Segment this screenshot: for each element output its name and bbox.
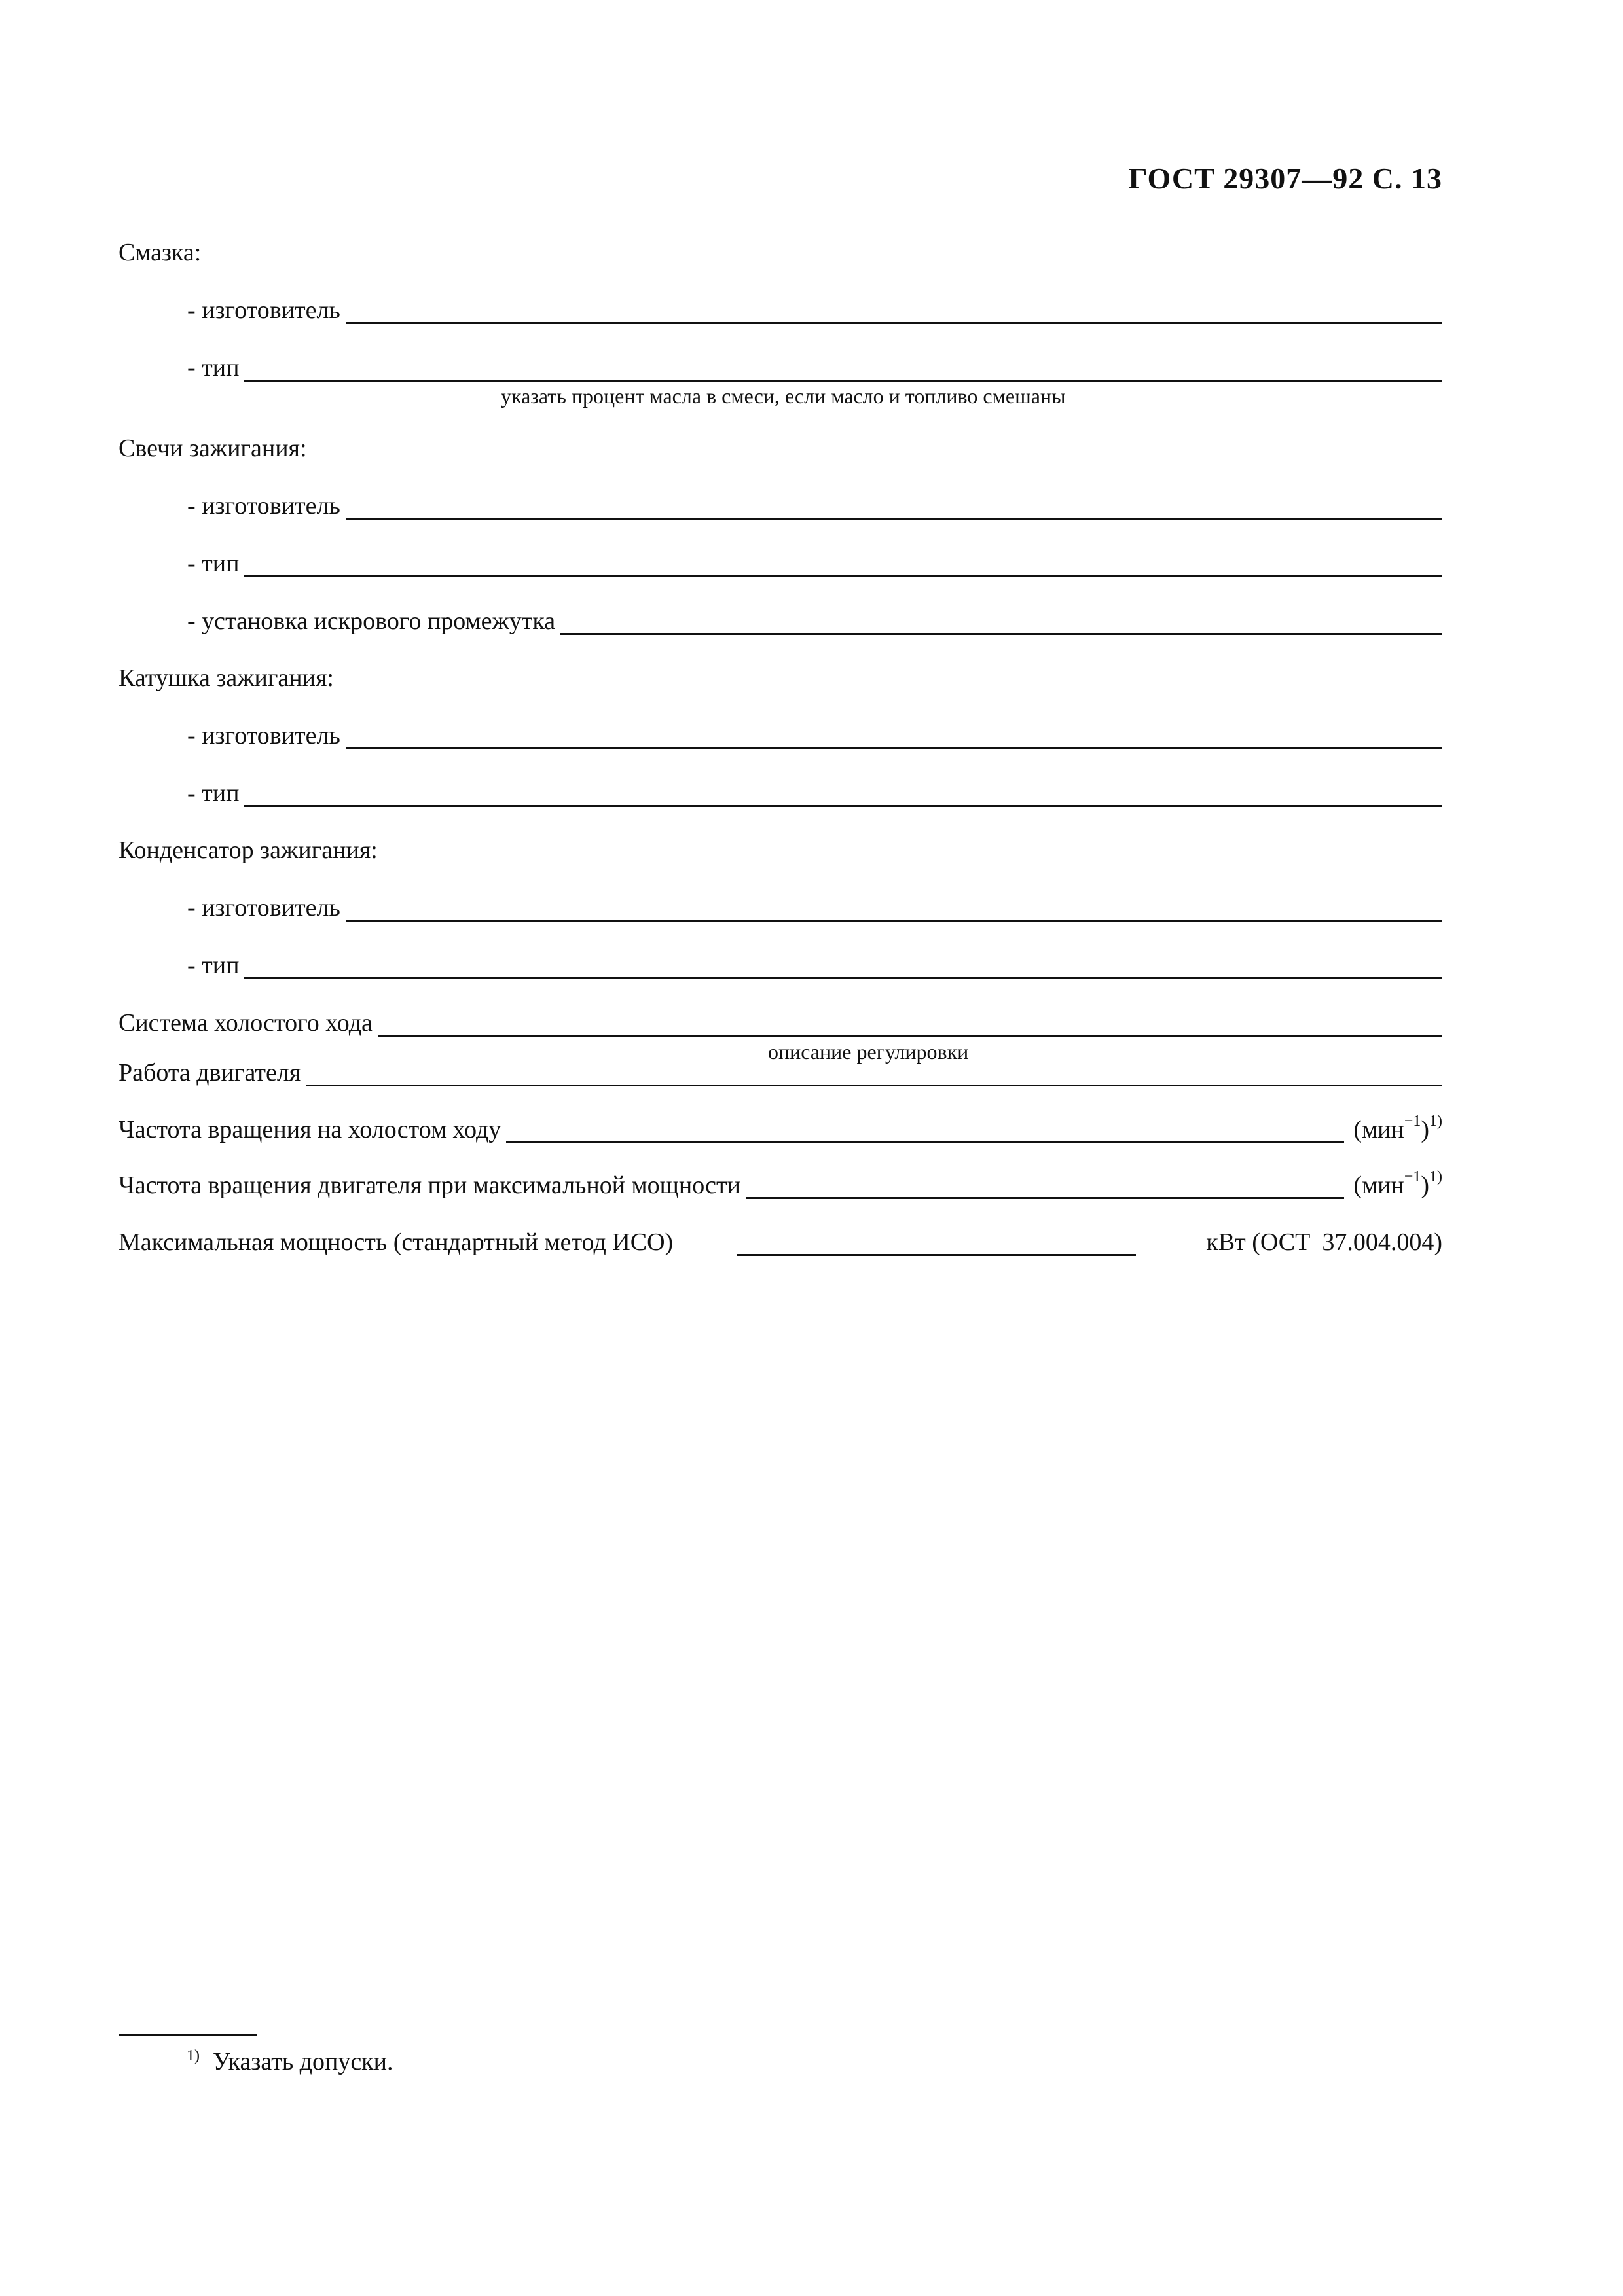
footnote-mark: 1): [187, 2047, 200, 2064]
field-label: Работа двигателя: [119, 1059, 301, 1086]
field-label: Максимальная мощность (стандартный метод ИСО): [119, 1229, 674, 1256]
fill-line[interactable]: [306, 1084, 1442, 1086]
ignition-coil-title: Катушка зажигания:: [119, 664, 334, 692]
fill-line[interactable]: [506, 1141, 1344, 1143]
footnote-ref[interactable]: 1): [1429, 1168, 1442, 1186]
ignition-coil-type-field[interactable]: [187, 781, 1442, 806]
fill-line[interactable]: [244, 575, 1442, 577]
idle-system-hint: описание регулировки: [768, 1040, 969, 1064]
field-label: Частота вращения двигателя при максимальной мощности: [119, 1172, 740, 1199]
engine-operation-field[interactable]: [119, 1060, 1442, 1085]
fill-line[interactable]: [346, 321, 1442, 324]
standard-code: 37.004.004): [1322, 1229, 1442, 1256]
fill-line[interactable]: [737, 1253, 1136, 1256]
max-power-speed-field[interactable]: [119, 1168, 1442, 1199]
field-label: - тип: [187, 550, 240, 577]
footnote-text: Указать допуски.: [213, 2048, 393, 2075]
footnote: [187, 2047, 393, 2076]
page-header: ГОСТ 29307—92 С. 13: [1128, 162, 1442, 195]
lubrication-type-field[interactable]: [187, 355, 1442, 380]
spark-gap-field[interactable]: [187, 609, 1442, 634]
max-power-field[interactable]: [119, 1230, 1442, 1255]
field-label: Частота вращения на холостом ходу: [119, 1116, 501, 1143]
field-label: - изготовитель: [187, 492, 340, 520]
ignition-capacitor-type-field[interactable]: [187, 953, 1442, 978]
idle-speed-field[interactable]: [119, 1113, 1442, 1143]
lubrication-type-hint: указать процент масла в смеси, если масло и топливо смешаны: [501, 384, 1066, 408]
unit-label: $(мин^{-1})^{1)}$: [1353, 1168, 1442, 1199]
unit-label: $(мин^{-1})^{1)}$: [1353, 1113, 1442, 1143]
fill-line[interactable]: [244, 804, 1442, 807]
field-label: - установка искрового промежутка: [187, 607, 556, 635]
lubrication-title: Смазка:: [119, 239, 202, 266]
ignition-capacitor-manufacturer-field[interactable]: [187, 895, 1442, 920]
field-label: - тип: [187, 952, 240, 979]
spark-plugs-type-field[interactable]: [187, 551, 1442, 576]
field-label: - тип: [187, 354, 240, 382]
field-label: Система холостого хода: [119, 1009, 373, 1037]
spark-plugs-manufacturer-field[interactable]: [187, 493, 1442, 518]
ignition-capacitor-title: Конденсатор зажигания:: [119, 836, 378, 864]
footnote-divider: [119, 2034, 257, 2036]
field-label: - изготовитель: [187, 894, 340, 922]
spark-plugs-title: Свечи зажигания:: [119, 435, 307, 462]
fill-line[interactable]: [346, 747, 1442, 749]
field-label: - изготовитель: [187, 296, 340, 324]
field-label: - тип: [187, 780, 240, 807]
field-label: - изготовитель: [187, 722, 340, 749]
lubrication-manufacturer-field[interactable]: [187, 298, 1442, 323]
fill-line[interactable]: [560, 632, 1442, 635]
idle-system-field[interactable]: [119, 1011, 1442, 1035]
fill-line[interactable]: [244, 379, 1442, 382]
unit-label: кВт (ОСТ 37.004.004): [1206, 1229, 1442, 1256]
fill-line[interactable]: [244, 977, 1442, 979]
fill-line[interactable]: [378, 1034, 1442, 1037]
ignition-coil-manufacturer-field[interactable]: [187, 723, 1442, 748]
fill-line[interactable]: [746, 1196, 1344, 1199]
footnote-ref[interactable]: 1): [1429, 1113, 1442, 1130]
fill-line[interactable]: [346, 517, 1442, 520]
fill-line[interactable]: [346, 919, 1442, 922]
